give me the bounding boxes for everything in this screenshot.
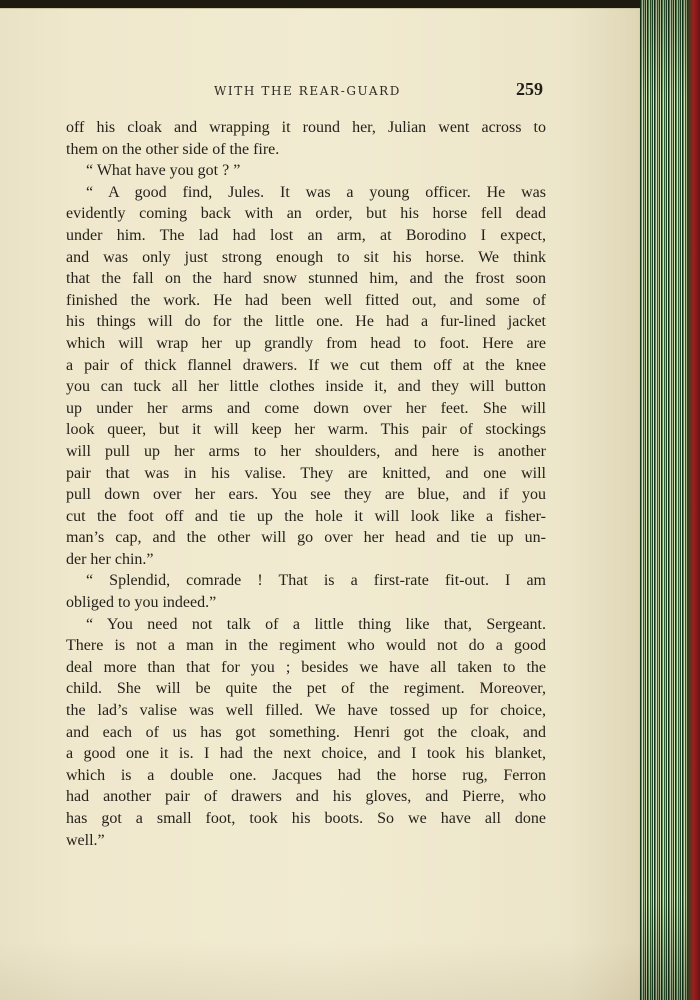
text-line: you can tuck all her little clothes inside it, and they will button bbox=[66, 378, 546, 396]
body-text bbox=[66, 117, 546, 851]
text-line: that the fall on the hard snow stunned him, and the frost soon bbox=[66, 270, 546, 288]
running-head: WITH THE REAR-GUARD bbox=[214, 84, 402, 98]
text-line: the lad’s valise was well filled. We have tossed up for choice, bbox=[66, 702, 546, 720]
text-line: deal more than that for you ; besides we have all taken to the bbox=[66, 658, 546, 676]
text-line: “ What have you got ? ” bbox=[86, 162, 241, 180]
text-line: “ Splendid, comrade ! That is a first-rate fit-out. I am bbox=[86, 572, 546, 590]
text-line: man’s cap, and the other will go over her head and tie up un- bbox=[66, 529, 546, 547]
page-shadow bbox=[0, 941, 648, 1000]
text-line: “ A good find, Jules. It was a young officer. He was bbox=[86, 183, 546, 201]
text-line: a pair of thick flannel drawers. If we cut them off at the knee bbox=[66, 356, 546, 374]
text-line: a good one it is. I had the next choice, and I took his blanket, bbox=[66, 745, 546, 763]
text-line: pull down over her ears. You see they are blue, and if you bbox=[66, 486, 546, 504]
text-line: cut the foot off and tie up the hole it will look like a fisher- bbox=[66, 507, 546, 525]
text-line: der her chin.” bbox=[66, 550, 154, 568]
text-line: had another pair of drawers and his gloves, and Pierre, who bbox=[66, 788, 546, 806]
text-line: “ You need not talk of a little thing like that, Sergeant. bbox=[86, 615, 546, 633]
text-line: which is a double one. Jacques had the horse rug, Ferron bbox=[66, 766, 546, 784]
text-line: evidently coming back with an order, but his horse fell dead bbox=[66, 205, 546, 223]
text-line: will pull up her arms to her shoulders, and here is another bbox=[66, 442, 546, 460]
page-number: 259 bbox=[516, 79, 543, 99]
text-line: pair that was in his valise. They are knitted, and one will bbox=[66, 464, 546, 482]
book-cover-edge bbox=[688, 0, 700, 1000]
text-line: finished the work. He had been well fitted out, and some of bbox=[66, 291, 546, 309]
text-line: and was only just strong enough to sit his horse. We think bbox=[66, 248, 546, 266]
text-line: child. She will be quite the pet of the regiment. Moreover, bbox=[66, 680, 546, 698]
text-line: obliged to you indeed.” bbox=[66, 594, 217, 612]
text-line: his things will do for the little one. He had a fur-lined jacket bbox=[66, 313, 546, 331]
text-line: look queer, but it will keep her warm. This pair of stockings bbox=[66, 421, 546, 439]
text-line: There is not a man in the regiment who would not do a good bbox=[66, 637, 546, 655]
text-line: which will wrap her up grandly from head to foot. Here are bbox=[66, 334, 546, 352]
text-line: up under her arms and come down over her feet. She will bbox=[66, 399, 546, 417]
text-line: and each of us has got something. Henri got the cloak, and bbox=[66, 723, 546, 741]
text-line: has got a small foot, took his boots. So we have all done bbox=[66, 810, 546, 827]
text-line: off his cloak and wrapping it round her, Julian went across to bbox=[66, 119, 546, 136]
text-line: under him. The lad had lost an arm, at Borodino I expect, bbox=[66, 226, 546, 244]
text-line: them on the other side of the fire. bbox=[66, 140, 280, 158]
text-line: well.” bbox=[66, 831, 105, 849]
